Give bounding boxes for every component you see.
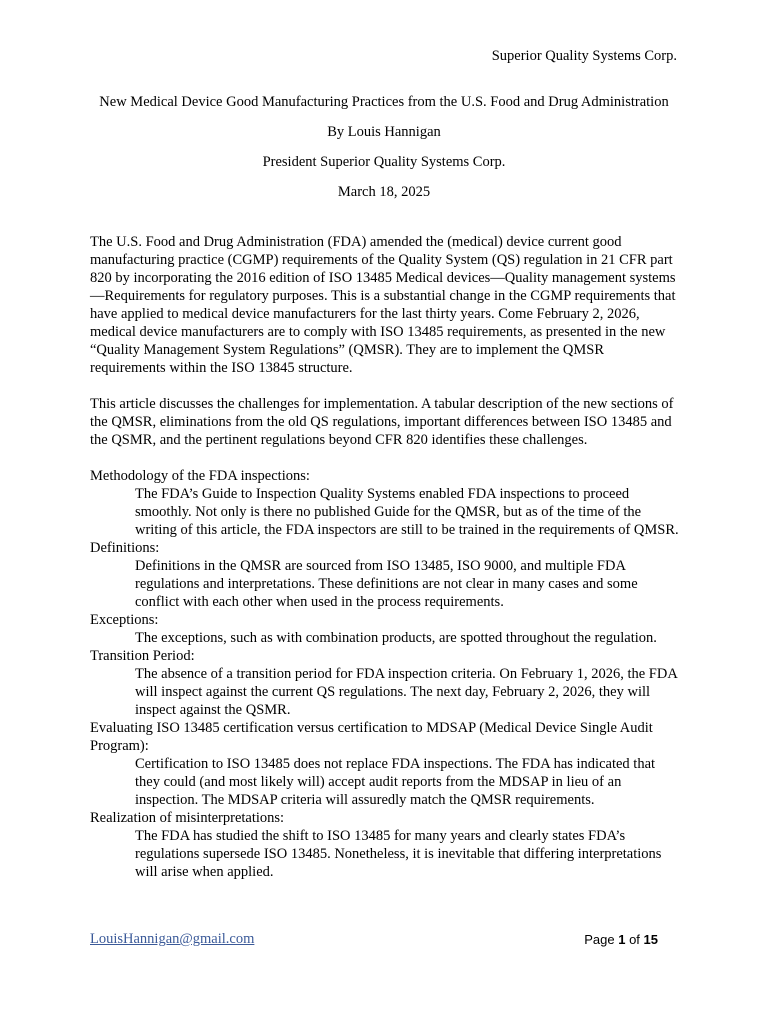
section-text: Definitions in the QMSR are sourced from ISO 13485, ISO 9000, and multiple FDA regulations and interpretations. These definitions are not clear in many cases and some conflict with each other when used in the process requirements. xyxy=(135,558,638,610)
challenge-list xyxy=(90,467,680,881)
author-email-link[interactable]: LouisHannigan@gmail.com xyxy=(90,931,255,947)
author-role: President Superior Quality Systems Corp. xyxy=(262,154,506,170)
section-text: The exceptions, such as with combination products, are spotted throughout the regulation. xyxy=(135,630,657,646)
section-heading: Exceptions: xyxy=(90,612,159,628)
header-company-name: Superior Quality Systems Corp. xyxy=(491,48,677,64)
page-current: 1 xyxy=(618,932,626,947)
section-heading: Realization of misinterpretations: xyxy=(90,810,285,826)
title-block xyxy=(90,93,678,201)
page-number xyxy=(584,931,658,949)
section-text: The FDA has studied the shift to ISO 13485 for many years and clearly states FDA’s regulations supersede ISO 13485. Nonetheless, it is inevitable that differing interpretations will arise when applied. xyxy=(135,828,662,880)
document-date: March 18, 2025 xyxy=(337,184,431,200)
section-heading: Transition Period: xyxy=(90,648,195,664)
author-byline: By Louis Hannigan xyxy=(327,124,441,140)
section-text: The absence of a transition period for FDA inspection criteria. On February 1, 2026, the FDA will inspect against the current QS regulations. The next day, February 2, 2026, they will inspect against the QSMR. xyxy=(135,666,678,718)
section-heading: Definitions: xyxy=(90,540,160,556)
page-total: 15 xyxy=(643,932,658,947)
section-text: The FDA’s Guide to Inspection Quality Systems enabled FDA inspections to proceed smoothly. Not only is there no published Guide for the QMSR, but as of the time of the writing of this article, the FDA inspectors are still to be trained in the requirements of QMSR. xyxy=(135,486,679,538)
section-heading: Evaluating ISO 13485 certification versus certification to MDSAP (Medical Device Single Audit Program): xyxy=(90,720,653,754)
document-body xyxy=(90,233,680,881)
section-text: Certification to ISO 13485 does not replace FDA inspections. The FDA has indicated that they could (and most likely will) accept audit reports from the MDSAP in lieu of an inspection. The MDSAP criteria will assuredly match the QMSR requirements. xyxy=(135,756,656,808)
section-heading: Methodology of the FDA inspections: xyxy=(90,468,310,484)
article-paragraph: This article discusses the challenges for implementation. A tabular description of the new sections of the QMSR, eliminations from the old QS regulations, important differences between ISO 13485 and the QSMR, and the pertinent regulations beyond CFR 820 identifies these challenges. xyxy=(90,396,674,448)
page-of-word: of xyxy=(629,932,640,947)
intro-paragraph: The U.S. Food and Drug Administration (FDA) amended the (medical) device current good manufacturing practice (CGMP) requirements of the Quality System (QS) regulation in 21 CFR part 820 by incorporating the 2016 edition of ISO 13485 Medical devices—Quality management systems—Requirements for regulatory purposes. This is a substantial change in the CGMP requirements that have applied to medical device manufacturers for the last thirty years. Come February 2, 2026, medical device manufacturers are to comply with ISO 13485 requirements, as presented in the new “Quality Management System Regulations” (QMSR). They are to implement the QMSR requirements within the ISO 13845 structure. xyxy=(90,234,676,376)
document-title: New Medical Device Good Manufacturing Practices from the U.S. Food and Drug Administration xyxy=(99,94,669,110)
page-footer xyxy=(90,930,660,950)
page-word: Page xyxy=(584,932,615,947)
